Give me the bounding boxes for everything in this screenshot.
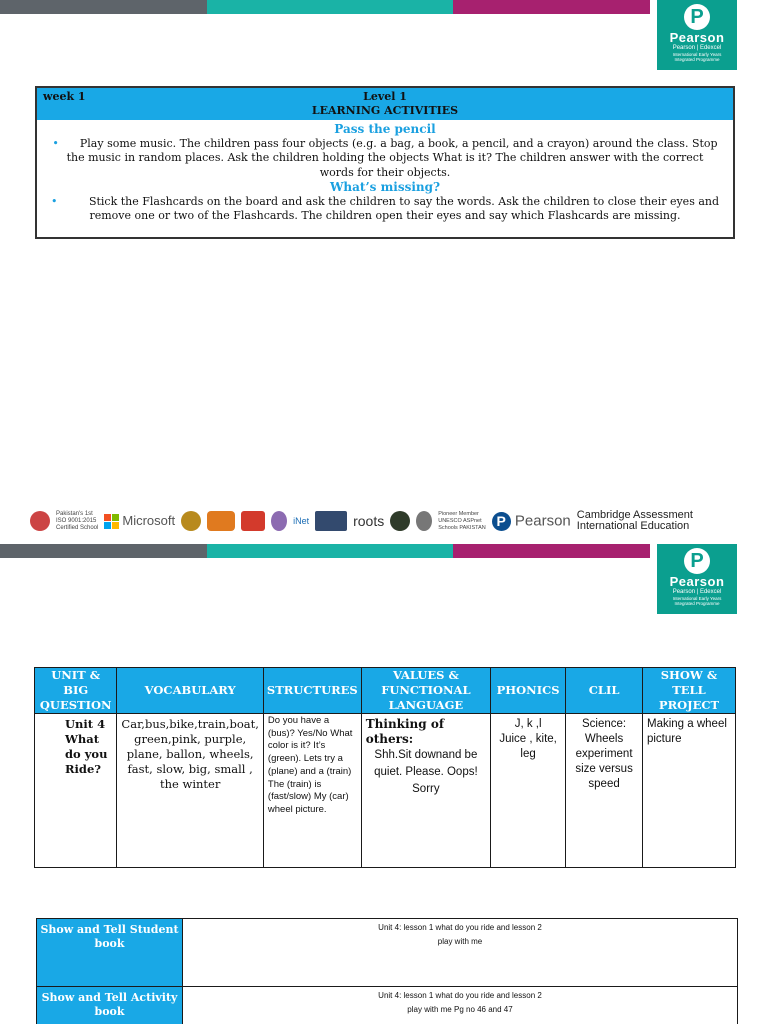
microsoft-logo: Microsoft xyxy=(104,513,175,529)
school-emblem-icon xyxy=(30,511,50,531)
values-cell: Thinking of others: Shh.Sit downand be quiet. Please. Oops! Sorry xyxy=(361,714,490,868)
pearson-logo: P Pearson Pearson | Edexcel International Early Years Integrated Programme xyxy=(657,544,737,614)
activity2-heading: What’s missing? xyxy=(329,180,441,194)
learning-activities-box xyxy=(35,86,735,239)
pearson-partner-logo: P Pearson xyxy=(492,512,571,531)
roots-logo: roots xyxy=(353,513,385,529)
table-row xyxy=(35,714,736,868)
pearson-p-icon: P xyxy=(492,512,511,531)
show-and-tell-table xyxy=(36,918,738,1024)
bullet-icon: • xyxy=(52,136,80,150)
student-book-label: Show and Tell Student book xyxy=(37,919,183,987)
activity2-text: • Stick the Flashcards on the board and ask the children to say the words. Ask the children to close their eyes and remove one or two of the Flashcards. The children open their eyes and say which Flashcards are missing. xyxy=(50,194,720,222)
header-values: VALUES & FUNCTIONAL LANGUAGE xyxy=(361,668,490,714)
header-clil: CLIL xyxy=(566,668,643,714)
top-color-bar xyxy=(0,544,650,558)
inet-logo: iNet xyxy=(293,516,310,526)
header-phonics: PHONICS xyxy=(491,668,566,714)
activities-title: LEARNING ACTIVITIES xyxy=(311,104,459,117)
pearson-p-icon: P xyxy=(684,548,710,574)
partner-logo-icon xyxy=(416,511,432,531)
partner-logo-icon xyxy=(271,511,287,531)
activity-book-text: Unit 4: lesson 1 what do you ride and lesson 2 play with me Pg no 46 and 47 xyxy=(183,987,738,1024)
table-row xyxy=(37,919,738,987)
activity1-heading: Pass the pencil xyxy=(334,122,436,136)
iso-badge: Pakistan's 1st ISO 9001:2015 Certified School xyxy=(56,510,99,531)
unesco-badge: Pioneer Member UNESCO ASPnet Schools PAKISTAN xyxy=(438,510,486,531)
curriculum-table xyxy=(34,667,736,868)
emblem-icon xyxy=(390,511,410,531)
table-header-row xyxy=(35,668,736,714)
unit-cell: Unit 4 What do you Ride? xyxy=(35,714,117,868)
pearson-p-icon: P xyxy=(684,4,710,30)
microsoft-grid-icon xyxy=(104,514,119,529)
week-label: week 1 xyxy=(43,90,86,103)
clil-cell: Science: Wheels experiment size versus speed xyxy=(566,714,643,868)
partner-logo-icon xyxy=(207,511,235,531)
partner-logo-icon xyxy=(315,511,347,531)
activity-book-label: Show and Tell Activity book xyxy=(37,987,183,1024)
learning-activities-header xyxy=(37,88,733,120)
header-project: SHOW & TELL PROJECT xyxy=(642,668,735,714)
student-book-text: Unit 4: lesson 1 what do you ride and lesson 2 play with me xyxy=(183,919,738,987)
bullet-icon: • xyxy=(50,194,89,208)
partner-logo-icon xyxy=(241,511,265,531)
level-label: Level 1 xyxy=(363,90,407,103)
top-color-bar xyxy=(0,0,650,14)
partner-logos-strip xyxy=(30,504,740,538)
header-vocabulary: VOCABULARY xyxy=(117,668,263,714)
emblem-icon xyxy=(181,511,201,531)
cambridge-logo: Cambridge Assessment International Education xyxy=(576,509,693,532)
structures-cell: Do you have a (bus)? Yes/No What color is it? It’s (green). Lets try a (plane) and a (train) The (train) is (fast/slow) My (car) wheel picture. xyxy=(263,714,361,868)
pearson-logo: P Pearson Pearson | Edexcel International Early Years Integrated Programme xyxy=(657,0,737,70)
vocabulary-cell: Car,bus,bike,train,boat, green,pink, purple, plane, ballon, wheels, fast, slow, big, small , the winter xyxy=(117,714,263,868)
table-row xyxy=(37,987,738,1024)
header-structures: STRUCTURES xyxy=(263,668,361,714)
header-unit: UNIT & BIG QUESTION xyxy=(35,668,117,714)
activity1-text: • Play some music. The children pass four objects (e.g. a bag, a book, a pencil, and a crayon) around the class. Stop the music in random places. Ask the children holding the objects What is it? The children answer with the correct words for their objects. xyxy=(52,136,718,179)
phonics-cell: J, k ,l Juice , kite, leg xyxy=(491,714,566,868)
project-cell: Making a wheel picture xyxy=(642,714,735,868)
